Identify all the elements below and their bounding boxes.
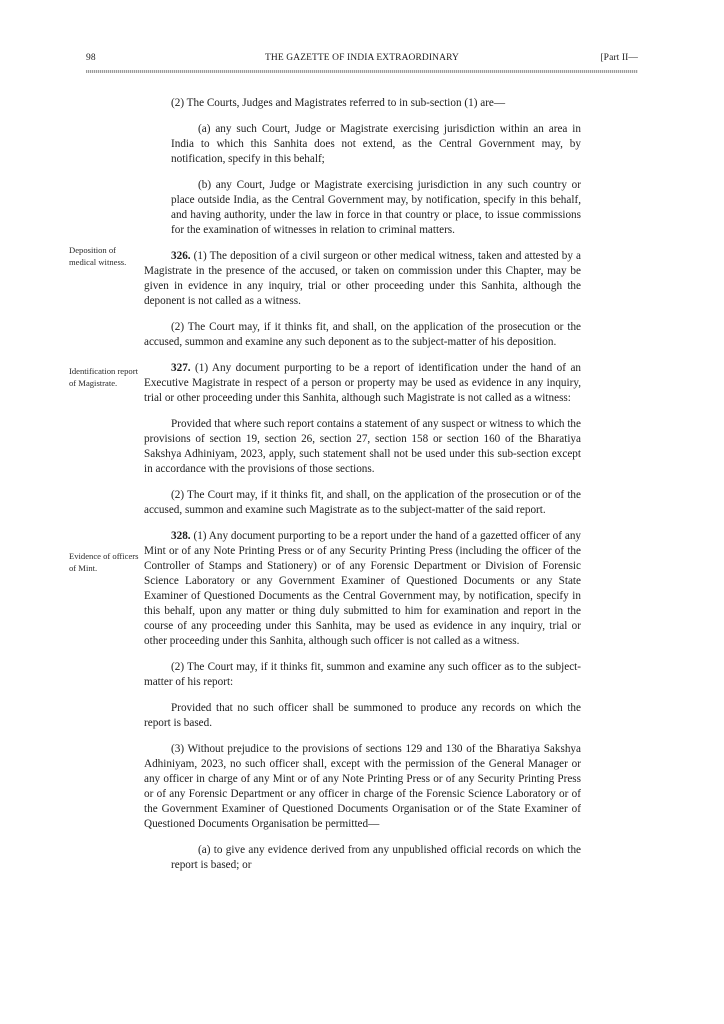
section-number: 326. [171,250,191,262]
clause-a-courts: (a) any such Court, Judge or Magistrate exercising jurisdiction within an area in India to which this Sanhita does not extend, as the Central Government may, by notification, specify in this behalf; [171,123,581,165]
section-327-para-2: (2) The Court may, if it thinks fit, and shall, on the application of the prosecution or of the accused, summon and examine such Magistrate as to the subject-matter of the said report. [144,489,581,516]
page-header [86,53,638,69]
section-number: 328. [171,530,191,542]
section-327-para-1: 327. (1) Any document purporting to be a report of identification under the hand of an Executive Magistrate in respect of a person or property may be used as evidence in any inquiry, trial or other proceeding under this Sanhita, although such Magistrate is not called as a witness: [144,362,581,404]
section-326-para-1: 326. (1) The deposition of a civil surgeon or other medical witness, taken and attested by a Magistrate in the presence of the accused, or taken on commission under this Chapter, may be given in evidence in any inquiry, trial or other proceeding under this Sanhita, although the deponent is not called as a witness. [144,250,582,307]
margin-note-328: Evidence of officers of Mint. [69,551,139,573]
header-rule [86,70,638,73]
clause-b-courts: (b) any Court, Judge or Magistrate exercising jurisdiction in any such country or place outside India, as the Central Government may, by notification, specify in this behalf, and having authority, under the law in force in that country or place, to issue commissions for the examination of witnesses in relation to criminal matters. [171,179,581,236]
gazette-title: THE GAZETTE OF INDIA EXTRAORDINARY [265,53,459,63]
gazette-body [144,96,581,884]
section-328-para-3: (3) Without prejudice to the provisions of sections 129 and 130 of the Bharatiya Sakshya Adhiniyam, 2023, no such officer shall, except with the permission of the General Manager or any officer in charge of any Mint or of any Note Printing Press or of any Security Printing Press or of any Forensic Department or any officer in charge of the Forensic Science Laboratory or of the Government Examiner of Questioned Documents Organisation or of the State Examiner of Questioned Documents Organisation be permitted— [144,743,581,830]
section-328-proviso: Provided that no such officer shall be summoned to produce any records on which the report is based. [144,702,581,729]
margin-note-327: Identification report of Magistrate. [69,366,138,388]
margin-note-326: Deposition of medical witness. [69,245,127,267]
section-326-para-2: (2) The Court may, if it thinks fit, and shall, on the application of the prosecution or the accused, summon and examine any such deponent as to the subject-matter of his deposition. [144,321,581,348]
part-label: [Part II— [600,53,638,63]
clause-a-evidence: (a) to give any evidence derived from any unpublished official records on which the report is based; or [171,844,581,871]
section-number: 327. [171,362,191,374]
section-328-para-2: (2) The Court may, if it thinks fit, summon and examine any such officer as to the subject-matter of his report: [144,661,581,688]
paragraph-2-courts: (2) The Courts, Judges and Magistrates referred to in sub-section (1) are— [171,97,506,109]
section-328-para-1: 328. (1) Any document purporting to be a report under the hand of a gazetted officer of any Mint or of any Note Printing Press or of any Security Printing Press (including the officer of the Controller of Stamps and Stationery) or of any Forensic Department or Division of Forensic Science Laboratory or any Government Examiner of Questioned Documents or any State Examiner of Questioned Documents as the Central Government may, by notification, specify in this behalf, upon any matter or thing duly submitted to him for examination and report in the course of any proceeding under this Sanhita, may be used as evidence in any inquiry, trial or other proceeding under this Sanhita, although such officer is not called as a witness. [144,530,582,647]
section-327-proviso: Provided that where such report contains a statement of any suspect or witness to which the provisions of section 19, section 26, section 27, section 158 or section 160 of the Bharatiya Sakshya Adhiniyam, 2023, apply, such statement shall not be used under this sub-section except in accordance with the provisions of those sections. [144,418,581,475]
page-number: 98 [86,53,96,63]
